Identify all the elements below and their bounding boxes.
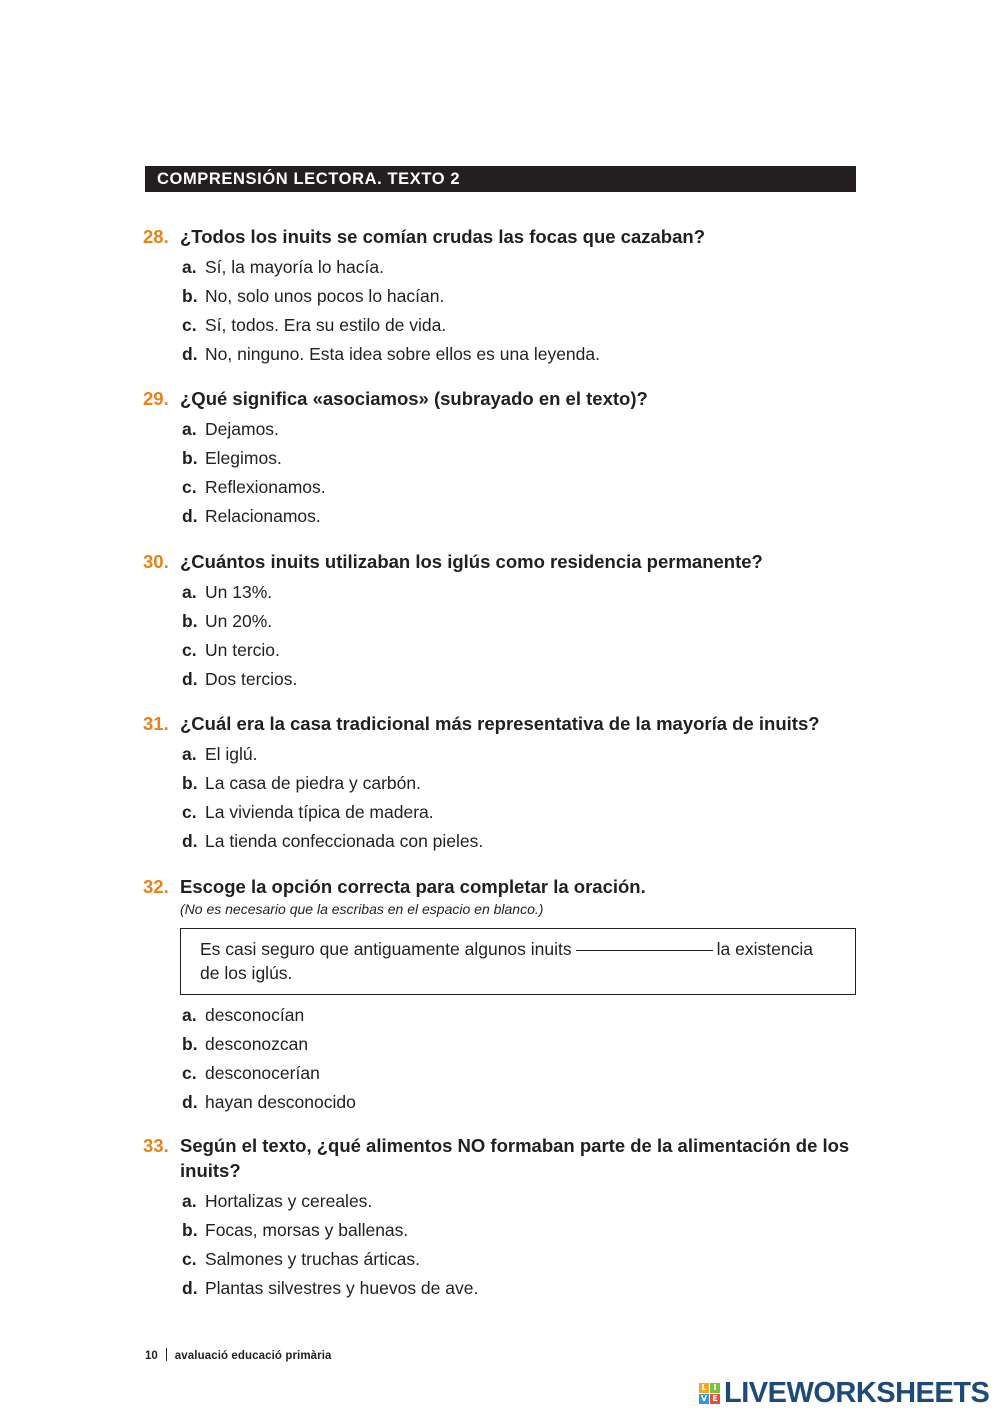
sentence-end: de los iglús. <box>200 963 293 983</box>
options-list <box>143 740 863 856</box>
option-text: Focas, morsas y ballenas. <box>205 1220 409 1240</box>
question-28 <box>143 224 863 369</box>
option-text: La vivienda típica de madera. <box>205 802 434 822</box>
section-title: COMPRENSIÓN LECTORA. TEXTO 2 <box>157 170 461 188</box>
question-text: ¿Cuántos inuits utilizaban los iglús como residencia permanente? <box>180 551 763 572</box>
option-text: Sí, todos. Era su estilo de vida. <box>205 315 447 335</box>
page-footer <box>145 1348 332 1364</box>
option-text: Plantas silvestres y huevos de ave. <box>205 1278 479 1298</box>
question-text: Escoge la opción correcta para completar la oración. <box>180 876 646 897</box>
option-text: Sí, la mayoría lo hacía. <box>205 257 384 277</box>
option-text: La tienda confeccionada con pieles. <box>205 831 484 851</box>
question-number: 28. <box>143 226 169 247</box>
question-number: 30. <box>143 551 169 572</box>
options-list <box>143 1001 863 1117</box>
option-text: No, solo unos pocos lo hacían. <box>205 286 445 306</box>
option-letter: c. <box>182 1063 197 1083</box>
sentence-start: Es casi seguro que antiguamente algunos inuits <box>200 939 572 959</box>
option-text: Reflexionamos. <box>205 477 326 497</box>
sentence-box <box>180 928 856 995</box>
logo-letter: V <box>700 1393 708 1403</box>
option-text: El iglú. <box>205 744 258 764</box>
section-header <box>145 166 856 192</box>
logo-letter: L <box>699 1383 709 1393</box>
option-letter: b. <box>182 773 198 793</box>
option-d[interactable] <box>143 665 863 694</box>
option-letter: d. <box>182 1278 198 1298</box>
option-d[interactable] <box>143 1088 863 1117</box>
option-c[interactable] <box>143 636 863 665</box>
question-text-line-2: inuits? <box>180 1160 241 1181</box>
publication-name: avaluació educació primària <box>174 1350 332 1362</box>
option-letter: d. <box>182 669 198 689</box>
liveworksheets-logo-icon <box>699 1383 720 1404</box>
option-a[interactable] <box>143 415 863 444</box>
option-c[interactable] <box>143 798 863 827</box>
option-b[interactable] <box>143 769 863 798</box>
option-d[interactable] <box>143 340 863 369</box>
option-d[interactable] <box>143 502 863 531</box>
option-d[interactable] <box>143 827 863 856</box>
question-number: 33. <box>143 1135 169 1156</box>
logo-letter: E <box>710 1394 720 1404</box>
option-text: No, ninguno. Esta idea sobre ellos es una leyenda. <box>205 344 600 364</box>
blank-line <box>576 950 713 951</box>
option-letter: c. <box>182 315 197 335</box>
footer-divider <box>166 1348 167 1361</box>
logo-letter: I <box>710 1383 720 1393</box>
option-letter: d. <box>182 344 198 364</box>
question-33 <box>143 1133 863 1303</box>
question-text: ¿Todos los inuits se comían crudas las focas que cazaban? <box>180 226 705 247</box>
option-letter: b. <box>182 611 198 631</box>
option-letter: c. <box>182 640 197 660</box>
option-b[interactable] <box>143 444 863 473</box>
question-number: 29. <box>143 388 169 409</box>
option-letter: a. <box>182 744 197 764</box>
option-text: desconocían <box>205 1005 305 1025</box>
question-32 <box>143 874 863 1117</box>
option-letter: a. <box>182 582 197 602</box>
option-letter: a. <box>182 257 197 277</box>
option-c[interactable] <box>143 1245 863 1274</box>
option-letter: a. <box>182 1005 197 1025</box>
option-text: Dejamos. <box>205 419 279 439</box>
question-number: 31. <box>143 713 169 734</box>
option-text: Hortalizas y cereales. <box>205 1191 373 1211</box>
option-b[interactable] <box>143 607 863 636</box>
option-text: Un 20%. <box>205 611 273 631</box>
option-letter: c. <box>182 1249 197 1269</box>
option-text: Relacionamos. <box>205 506 321 526</box>
option-letter: a. <box>182 419 197 439</box>
option-text: Salmones y truchas árticas. <box>205 1249 420 1269</box>
option-text: Elegimos. <box>205 448 282 468</box>
option-letter: b. <box>182 1220 198 1240</box>
option-letter: d. <box>182 1092 198 1112</box>
brand-name: LIVEWORKSHEETS <box>724 1376 990 1409</box>
option-letter: c. <box>182 477 197 497</box>
option-a[interactable] <box>143 578 863 607</box>
option-letter: c. <box>182 802 197 822</box>
option-a[interactable] <box>143 740 863 769</box>
option-a[interactable] <box>143 253 863 282</box>
option-a[interactable] <box>143 1001 863 1030</box>
option-text: Un tercio. <box>205 640 280 660</box>
option-text: La casa de piedra y carbón. <box>205 773 421 793</box>
option-c[interactable] <box>143 311 863 340</box>
option-b[interactable] <box>143 1216 863 1245</box>
option-b[interactable] <box>143 282 863 311</box>
options-list <box>143 578 863 694</box>
option-text: Un 13%. <box>205 582 273 602</box>
options-list <box>143 415 863 531</box>
option-letter: b. <box>182 448 198 468</box>
question-text: ¿Qué significa «asociamos» (subrayado en el texto)? <box>180 388 648 409</box>
question-text-line-1: Según el texto, ¿qué alimentos NO formaban parte de la alimentación de los <box>180 1135 850 1156</box>
question-31 <box>143 711 863 856</box>
question-29 <box>143 386 863 531</box>
page-number: 10 <box>145 1350 158 1362</box>
option-letter: d. <box>182 831 198 851</box>
option-a[interactable] <box>143 1187 863 1216</box>
options-list <box>143 1187 863 1303</box>
option-c[interactable] <box>143 1059 863 1088</box>
option-text: hayan desconocido <box>205 1092 356 1112</box>
options-list <box>143 253 863 369</box>
question-number: 32. <box>143 876 169 897</box>
option-text: desconocerían <box>205 1063 320 1083</box>
option-text: desconozcan <box>205 1034 309 1054</box>
sentence-middle: la existencia <box>716 939 813 959</box>
option-letter: b. <box>182 1034 198 1054</box>
liveworksheets-watermark <box>699 1378 989 1408</box>
option-letter: b. <box>182 286 198 306</box>
option-letter: d. <box>182 506 198 526</box>
option-b[interactable] <box>143 1030 863 1059</box>
option-c[interactable] <box>143 473 863 502</box>
option-letter: a. <box>182 1191 197 1211</box>
option-text: Dos tercios. <box>205 669 298 689</box>
question-30 <box>143 549 863 694</box>
option-d[interactable] <box>143 1274 863 1303</box>
question-note: (No es necesario que la escribas en el espacio en blanco.) <box>180 901 544 917</box>
question-text: ¿Cuál era la casa tradicional más representativa de la mayoría de inuits? <box>180 713 820 734</box>
